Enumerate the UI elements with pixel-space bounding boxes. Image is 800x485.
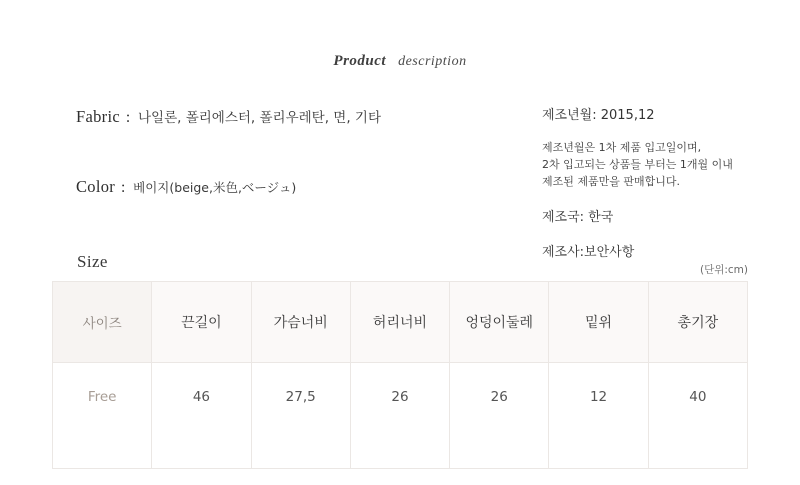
table-cell-size-value: Free — [53, 363, 152, 469]
size-heading: Size — [77, 252, 108, 271]
manufacture-country: 제조국: 한국 — [542, 210, 614, 226]
spec-label-color: Color — [76, 177, 116, 196]
table-header-cell-waist-width: 허리너비 — [350, 282, 449, 363]
table-header-row — [53, 282, 748, 363]
table-header-cell-size: 사이즈 — [53, 282, 152, 363]
manufacture-maker: 제조사:보안사항 — [542, 245, 635, 261]
spec-colon-fabric: : — [125, 109, 131, 126]
manufacture-note-line-2: 2차 입고되는 상품들 부터는 1개월 이내 — [542, 158, 733, 172]
fabric-color-block — [76, 106, 496, 247]
manufacture-block — [542, 104, 792, 276]
manufacture-note — [542, 139, 792, 190]
table-header-cell-chest-width: 가슴너비 — [251, 282, 350, 363]
table-cell-waist-width-value: 26 — [350, 363, 449, 469]
table-header-cell-total-length: 총기장 — [648, 282, 747, 363]
manufacture-note-line-1: 제조년월은 1차 제품 입고일이며, — [542, 141, 702, 154]
page-title — [0, 52, 800, 70]
spec-value-color: 베이지(beige,米色,ベージュ) — [133, 180, 297, 195]
table-cell-chest-width-value: 27,5 — [251, 363, 350, 469]
size-unit-note: (단위:cm) — [699, 264, 748, 276]
table-cell-strap-length-value: 46 — [152, 363, 251, 469]
spec-value-fabric: 나일론, 폴리에스터, 폴리우레탄, 면, 기타 — [138, 110, 382, 126]
spec-row-fabric — [76, 106, 496, 127]
spec-colon-color: : — [120, 179, 126, 196]
table-cell-rise-value: 12 — [549, 363, 648, 469]
page-title-sub: description — [398, 54, 467, 69]
size-table — [52, 281, 748, 469]
table-header-cell-hip-circumference: 엉덩이둘레 — [450, 282, 549, 363]
spec-label-fabric: Fabric — [76, 107, 120, 126]
table-row — [53, 363, 748, 469]
table-header-cell-strap-length: 끈길이 — [152, 282, 251, 363]
manufacture-note-line-3: 제조된 제품만을 판매합니다. — [542, 175, 681, 189]
manufacture-date: 제조년월: 2015,12 — [542, 108, 655, 123]
page-title-main: Product — [333, 53, 387, 69]
spec-row-color — [76, 177, 496, 197]
table-cell-hip-circumference-value: 26 — [450, 363, 549, 469]
table-cell-total-length-value: 40 — [648, 363, 747, 469]
table-header-cell-rise: 밑위 — [549, 282, 648, 363]
